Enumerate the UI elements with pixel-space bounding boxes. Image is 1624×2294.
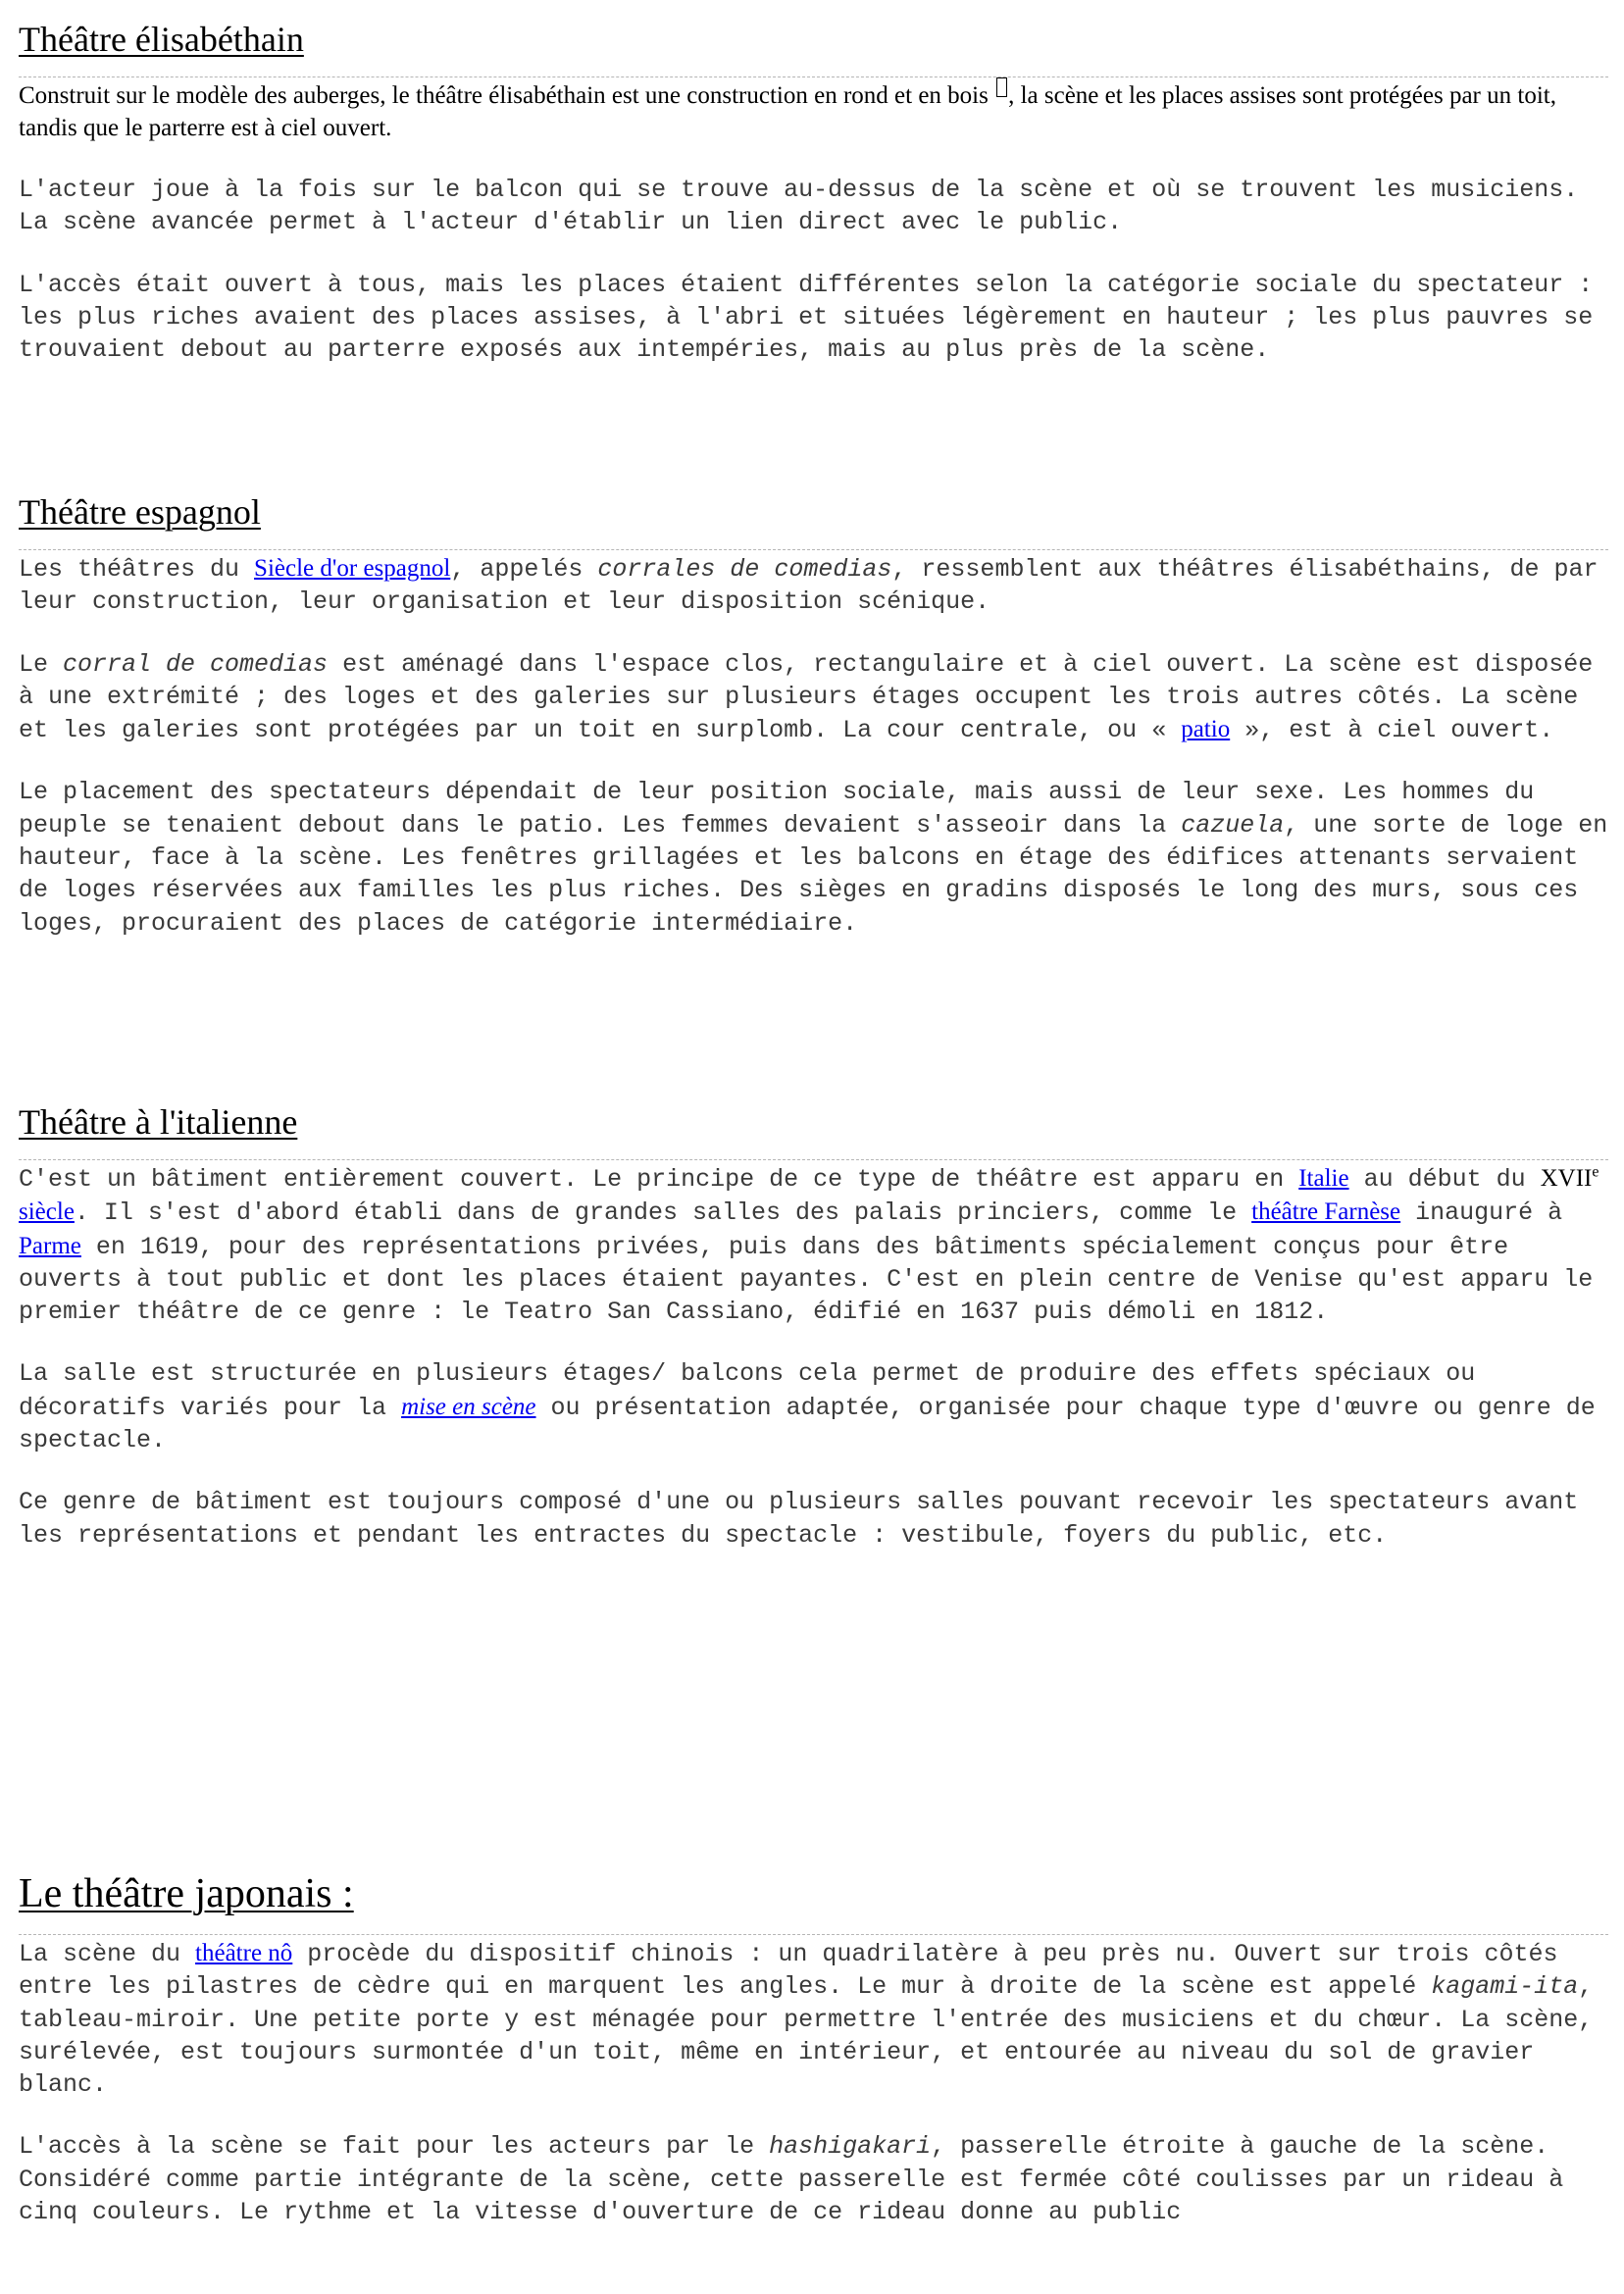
text-run: ou présentation adaptée, organisée pour chaque type d'œuvre ou genre de spectacle. [19,1393,1596,1455]
text-run: La scène du [19,1940,196,1968]
section-elisabethain [19,18,1608,366]
text-run: Les théâtres du [19,555,255,584]
divider [19,549,1608,550]
text-run: est aménagé dans l'espace clos, rectangulaire et à ciel ouvert. La scène est disposée à une extrémité ; des loges et des galeries sur plusieurs étages occupent les trois autres côtés. La scène et les galeries sont protégées par un toit en surplomb. La cour centrale, ou « [19,649,1594,745]
text-run: Le placement des spectateurs dépendait de leur position sociale, mais aussi de leur sexe. Les hommes du peuple se tenaient debout dans le patio. Les femmes devaient s'asseoir dans la [19,778,1535,840]
paragraph: Ce genre de bâtiment est toujours composé d'une ou plusieurs salles pouvant recevoir les spectateurs avant les représentations et pendant les entractes du spectacle : vestibule, foyers du public, etc. [19,1488,1579,1550]
italic-term: cazuela [1181,810,1285,840]
paragraph: L'accès était ouvert à tous, mais les places étaient différentes selon la catégorie sociale du spectateur : les plus riches avaient des places assises, à l'abri et situées légèrement en hauteur ; les plus pauvres se trouvaient debout au parterre exposés aux intempéries, mais au plus près de la scène. [19,270,1594,365]
text-run: », est à ciel ouvert. [1230,716,1554,745]
text-run: , tableau-miroir. Une petite porte y est ménagée pour permettre l'entrée des musiciens et du chœur. La scène, surélevée, est toujours surmontée d'un toit, même en intérieur, et entourée au niveau du sol de gravier blanc. [19,1972,1594,2100]
section-heading: Théâtre à l'italienne [19,1102,298,1142]
section-heading: Théâtre espagnol [19,492,261,532]
section-espagnol [19,490,1608,940]
text-run: Construit sur le modèle des auberges, le théâtre élisabéthain est une construction en rond et en bois [19,82,995,109]
divider [19,1159,1608,1160]
paragraph [19,77,1608,144]
section-japonais [19,1869,1608,2228]
text-run: , une sorte de loge en hauteur, face à la scène. Les fenêtres grillagées et les balcons en étage des édifices attenants servaient de loges réservées aux familles les plus riches. Des sièges en gradins disposés le long des murs, sous ces loges, procuraient des places de catégorie intermédiaire. [19,810,1608,938]
text-run: procède du dispositif chinois : un quadrilatère à peu près nu. Ouvert sur trois côtés entre les pilastres de cèdre qui en marquent les angles. Le mur à droite de la scène est appelé [19,1940,1558,2002]
text-run: en 1619, pour des représentations privées, puis dans des bâtiments spécialement conçus pour être ouverts à tout public et dont les places étaient payantes. C'est en plein centre de Venise qu'est apparu le premier théâtre de ce genre : le Teatro San Cassiano, édifié en 1637 puis démoli en 1812. [19,1232,1594,1327]
text-run: inauguré à [1400,1198,1563,1228]
text-run: , passerelle étroite à gauche de la scène. Considéré comme partie intégrante de la scène, cette passerelle est fermée côté coulisses par un rideau à cinq couleurs. Le rythme et la vitesse d'ouverture de ce rideau donne au public [19,2132,1564,2227]
link-parme[interactable]: Parme [19,1232,81,1259]
link-theatre-farnese[interactable]: théâtre Farnèse [1251,1198,1401,1226]
section-italienne [19,1100,1608,1552]
italic-term: kagami-ita [1431,1972,1579,2002]
italic-term: hashigakari [769,2132,932,2162]
link-theatre-no[interactable]: théâtre nô [195,1940,293,1966]
paragraph [19,648,1608,747]
paragraph [19,1162,1608,1328]
text-run: XVII [1540,1165,1593,1192]
text-run: L'accès à la scène se fait pour les acteurs par le [19,2132,770,2162]
text-run: La salle est structurée en plusieurs étages/ balcons cela permet de produire des effets spéciaux ou décoratifs variés pour la [19,1359,1476,1422]
section-heading: Le théâtre japonais : [19,1871,354,1916]
text-run: Le [19,649,64,679]
ordinal-superscript: e [1592,1163,1599,1181]
italic-term: corrales de comedias [597,555,892,584]
text-run: C'est un bâtiment entièrement couvert. Le principe de ce type de théâtre est apparu en [19,1165,1299,1194]
text-run: . Il s'est d'abord établi dans de grandes salles des palais princiers, comme le [74,1198,1252,1228]
paragraph [19,552,1608,619]
link-siecle[interactable]: siècle [19,1198,75,1226]
text-run: , ressemblent aux théâtres élisabéthains, de par leur construction, leur organisation et leur disposition scénique. [19,555,1599,617]
section-heading: Théâtre élisabéthain [19,20,304,59]
text-run: au début du [1348,1165,1541,1194]
link-mise-en-scene[interactable]: mise en scène [401,1393,536,1420]
link-italie[interactable]: Italie [1298,1165,1349,1192]
paragraph [19,2130,1608,2228]
paragraph: L'acteur joue à la fois sur le balcon qui se trouve au-dessus de la scène et où se trouvent les musiciens. La scène avancée permet à l'acteur d'établir un lien direct avec le public. [19,176,1579,237]
divider [19,1934,1608,1935]
footnote-marker-icon[interactable] [996,77,1007,97]
text-run: , appelés [450,555,598,584]
paragraph [19,1937,1608,2101]
italic-term: corral de comedias [63,649,329,679]
link-siecle-dor[interactable]: Siècle d'or espagnol [254,555,451,582]
paragraph [19,1357,1608,1456]
paragraph [19,776,1608,939]
century-numeral [1541,1165,1599,1192]
text-run: , la scène et les places assises sont protégées par un toit, tandis que le parterre est à ciel ouvert. [19,82,1556,141]
link-patio[interactable]: patio [1181,716,1231,743]
